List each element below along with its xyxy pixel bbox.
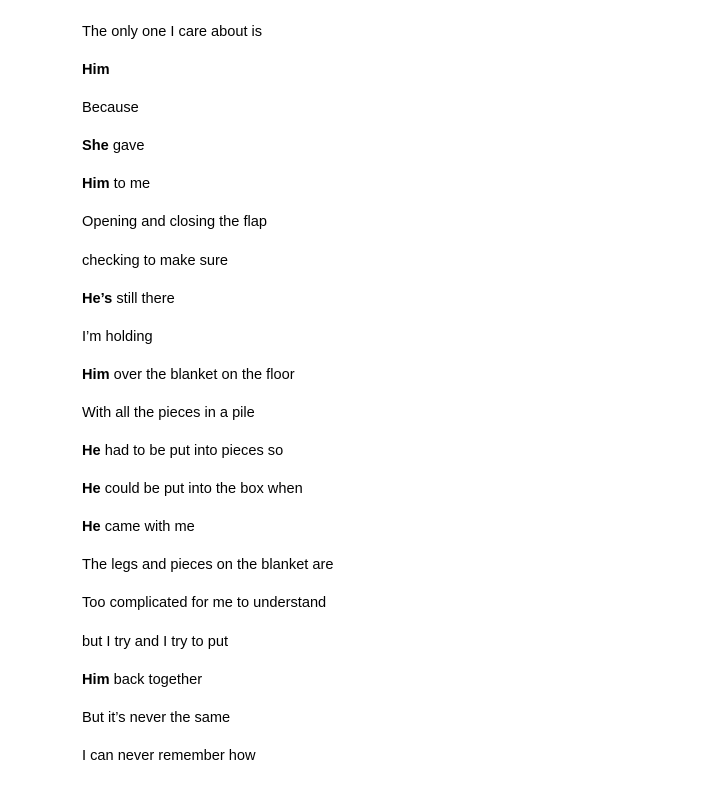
text-line xyxy=(82,517,682,555)
line-text: Too complicated for me to understand xyxy=(82,595,327,612)
line-text: had to be put into pieces so xyxy=(100,443,284,460)
line-text: checking to make sure xyxy=(82,252,229,269)
bold-word: She xyxy=(82,138,109,155)
line-text: The legs and pieces on the blanket are xyxy=(82,557,334,574)
line-text: to me xyxy=(109,176,151,193)
line-text: But it’s never the same xyxy=(82,709,231,726)
text-line xyxy=(82,670,682,708)
text-line xyxy=(82,289,682,327)
line-text: came with me xyxy=(100,519,195,536)
line-text: I’m holding xyxy=(82,328,153,345)
text-line xyxy=(82,479,682,517)
text-line xyxy=(82,632,682,670)
text-line xyxy=(82,403,682,441)
text-line xyxy=(82,708,682,746)
line-text: could be put into the box when xyxy=(100,481,303,498)
text-line xyxy=(82,174,682,212)
bold-word: He xyxy=(82,519,101,536)
line-text: With all the pieces in a pile xyxy=(82,404,255,421)
bold-word: Him xyxy=(82,62,110,79)
line-text: over the blanket on the floor xyxy=(109,366,295,383)
bold-word: Him xyxy=(82,366,110,383)
line-text: gave xyxy=(108,138,145,155)
text-line xyxy=(82,251,682,289)
document-body xyxy=(82,22,682,784)
line-text: Because xyxy=(82,100,139,117)
text-line xyxy=(82,60,682,98)
text-line xyxy=(82,555,682,593)
bold-word: He xyxy=(82,481,101,498)
line-text: The only one I care about is xyxy=(82,24,263,40)
text-line xyxy=(82,365,682,403)
line-text: Opening and closing the flap xyxy=(82,214,267,231)
text-line xyxy=(82,136,682,174)
line-text: still there xyxy=(112,290,175,307)
bold-word: He xyxy=(82,443,101,460)
line-text: back together xyxy=(109,671,203,688)
text-line xyxy=(82,22,682,60)
text-line xyxy=(82,441,682,479)
text-line xyxy=(82,593,682,631)
bold-word: Him xyxy=(82,671,110,688)
text-line xyxy=(82,98,682,136)
text-line xyxy=(82,327,682,365)
text-line xyxy=(82,212,682,250)
line-text: I can never remember how xyxy=(82,747,256,764)
line-text: but I try and I try to put xyxy=(82,633,229,650)
bold-word: He’s xyxy=(82,290,113,307)
text-line xyxy=(82,746,682,784)
bold-word: Him xyxy=(82,176,110,193)
